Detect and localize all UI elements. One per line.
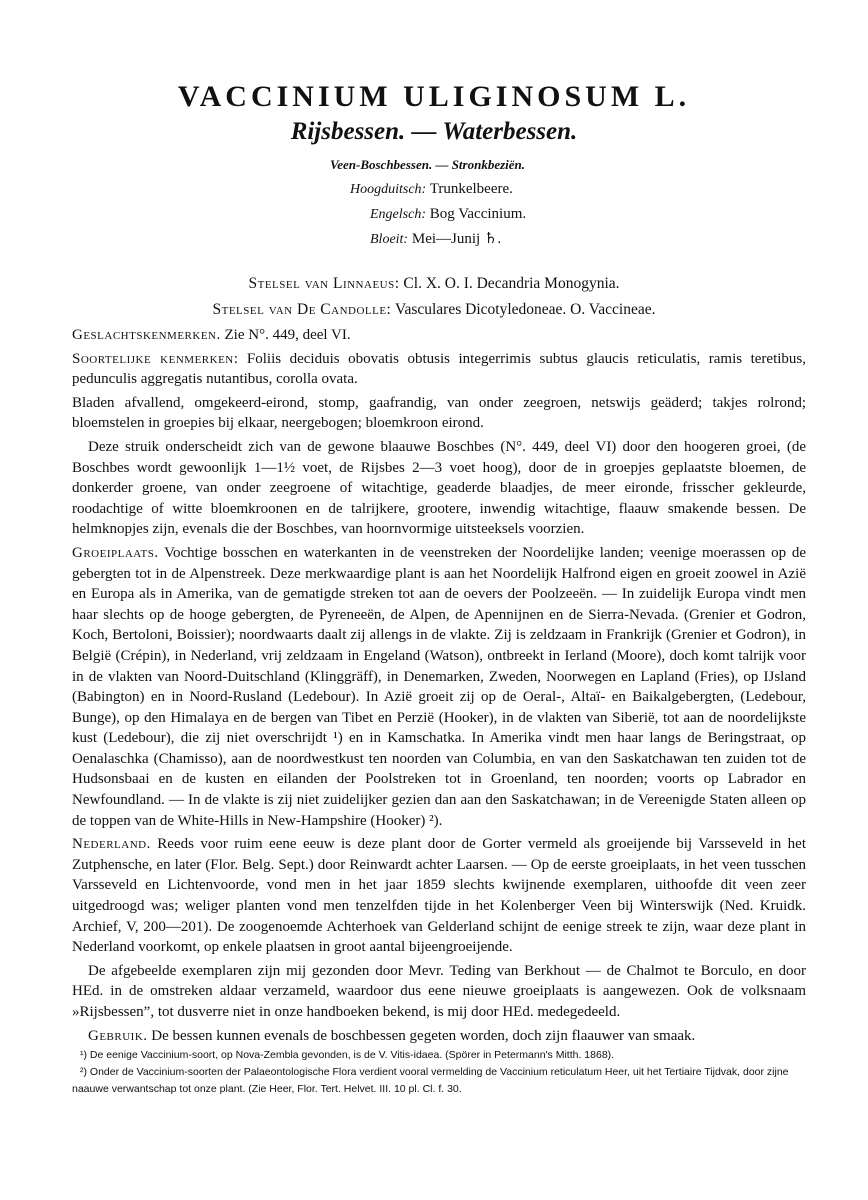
candolle-label: Stelsel van De Candolle: bbox=[212, 301, 392, 318]
geslacht-label: Geslachtskenmerken. bbox=[72, 327, 221, 343]
bloeit-value: Mei—Junij ♄. bbox=[411, 231, 502, 247]
paragraph-soort bbox=[72, 349, 806, 390]
hoogduitsch-label: Hoogduitsch: bbox=[350, 182, 427, 197]
paragraph-bladen: Bladen afvallend, omgekeerd-eirond, stomp, gaafrandig, van onder zeegroen, netswijs geäderd; takjes rolrond; bloemstelen in groepies bij elkaar, neergebogen; bloemkroon eirond. bbox=[72, 394, 806, 432]
footnote-2: ²) Onder de Vaccinium-soorten der Palaeontologische Flora verdient vooral vermelding de Vaccinium reticulatum Heer, uit het Tertiaire Tijdvak, door zijne naauwe verwantschap tot onze plant. (Zie Heer, Flor. Tert. Helvet. III. 10 pl. Cl. f. 30. bbox=[72, 1066, 789, 1095]
alt-names: Veen-Boschbessen. — Stronkbeziën. bbox=[330, 157, 526, 172]
paragraph-struik: Deze struik onderscheidt zich van de gewone blaauwe Boschbes (N°. 449, deel VI) door den hoogeren groei, (de Boschbes wordt gewoonlijk 1—1½ voet, de Rijsbes 2—3 voet hoog), door de in groepjes geplaatste bloemen, de donkerder groene, van onder zeegroene of witachtige, geaderde blaadjes, de meer eironde, frisscher gekleurde, roodachtige of witte bloemkroonen en de talrijkere, grootere, inwendig witachtige, flaauw smakende bessen. De helmknopjes zijn, evenals die der Boschbes, van hoornvormige uitsteeksels voorzien. bbox=[72, 438, 806, 538]
page-subtitle: Rijsbessen. — Waterbessen. bbox=[290, 118, 578, 145]
groeiplaats-label: Groeiplaats. bbox=[72, 544, 159, 561]
bloeit-label: Bloeit: bbox=[370, 232, 409, 247]
engelsch-value: Bog Vaccinium. bbox=[429, 206, 527, 222]
gebruik-text: De bessen kunnen evenals de boschbessen gegeten worden, doch zijn flaauwer van smaak. bbox=[151, 1027, 696, 1044]
paragraph-groeiplaats bbox=[72, 543, 806, 831]
footnotes bbox=[72, 1047, 806, 1098]
paragraph-gebruik bbox=[72, 1026, 806, 1047]
paragraph-afgebeelde: De afgebeelde exemplaren zijn mij gezonden door Mevr. Teding van Berkhout — de Chalmot te Borculo, en door HEd. in de omstreken aldaar verzameld, waardoor dus eene nieuwe groeiplaats is aangewezen. Ook de volksnaam »Rijsbessen”, tot dusverre niet in onze handboeken bekend, is mij door HEd. medegedeeld. bbox=[72, 962, 806, 1020]
candolle-value: Vasculares Dicotyledoneae. O. Vaccineae. bbox=[394, 301, 656, 318]
engelsch-line bbox=[370, 202, 868, 227]
nederland-label: Nederland. bbox=[72, 836, 151, 853]
soort-text: Foliis deciduis obovatis obtusis integerrimis subtus glaucis reticulatis, ramis teretibus, pedunculis aggregatis nutantibus, corolla ovata. bbox=[72, 350, 806, 388]
stelsel-candolle bbox=[0, 301, 868, 319]
stelsel-linnaeus bbox=[0, 275, 868, 293]
page-title: VACCINIUM ULIGINOSUM L. bbox=[177, 80, 691, 113]
hoogduitsch-line bbox=[350, 177, 868, 202]
paragraph-geslacht bbox=[72, 325, 806, 346]
nederland-text: Reeds voor ruim eene eeuw is deze plant door de Gorter vermeld als groeijende bij Varsseveld in het Zutphensche, en later (Flor. Belg. Sept.) door Reinwardt achter Laarsen. — Op de eerste groeiplaats, in het veen tusschen Varsseveld en Lichtenvoorde, vond men in het jaar 1859 slechts kwijnende exemplaren, uithoofde dit veen zeer uitgedroogd was; weliger planten vond men tenzelfden tijde in het Kolenberger Veen bij Winterswijk (Ned. Kruidk. Archief, V, 200—201). De zoogenoemde Achterhoek van Gelderland schijnt de eenige streek te zijn, waar deze plant in Nederland voorkomt, op enkele plaatsen in groot aantal bijeengroeijende. bbox=[72, 836, 807, 956]
soort-label: Soortelijke kenmerken: bbox=[72, 350, 239, 367]
geslacht-text: Zie N°. 449, deel VI. bbox=[224, 327, 351, 343]
paragraph-nederland bbox=[72, 834, 806, 958]
footnote-1: ¹) De eenige Vaccinium-soort, op Nova-Zembla gevonden, is de V. Vitis-idaea. (Spörer in Petermann's Mitth. 1868). bbox=[80, 1049, 615, 1061]
groeiplaats-text: Vochtige bosschen en waterkanten in de veenstreken der Noordelijke landen; veenige moerassen op de gebergten tot in de Alpenstreek. Deze merkwaardige plant is aan het Noordelijk Halfrond eigen en groeit zoowel in Azië en Europa als in Amerika, van de gematigde streken tot aan de oevers der Poolzeeën. — In zuidelijk Europa vindt men haar slechts op de hooge gebergten, de Pyreneeën, de Alpen, de Apennijnen en de Sierra-Nevada. (Grenier et Godron, Koch, Bertoloni, Boissier); noordwaarts daalt zij allengs in de vlakte. Zij is zeldzaam in Frankrijk (Grenier et Godron), in België (Crépin), in Nederland, vrij zeldzaam in Engeland (Watson), ontbreekt in Ierland (Moore), doch komt talrijk voor in de vlakten van Noord-Duitschland (Klinggräff), in Denemarken, Zweden, Noorwegen en Lapland (Fries), op IJsland (Babington) en in Noord-Rusland (Ledebour). In Azië groeit zij op de Oeral-, Altaï- en Baikalgebergten, (Ledebour, Bunge), op den Himalaya en de bergen van Tibet en Perzië (Hooker), in de vlakten van Siberië, tot aan de noordelijkste kust (Ledebour), die zij niet overschrijdt ¹) en in Kamschatka. In Amerika vindt men haar langs de Beringstraat, op Oenalaschka (Chamisso), aan de noordwestkust ten noorden van Columbia, en van den Saskatchawan ten zuiden tot de Hudsonsbaai en de kusten en eilanden der Poolstreken tot in Groenland, ten noorden; voorts op Labrador en Newfoundland. — In de vlakte is zij niet zuidelijker gezien dan aan den Saskatchawan; in de Vereenigde Staten alleen op de toppen van de White-Hills in New-Hampshire (Hooker) ²). bbox=[72, 544, 806, 829]
engelsch-label: Engelsch: bbox=[370, 207, 426, 222]
bloeit-line bbox=[370, 227, 868, 252]
hoogduitsch-value: Trunkelbeere. bbox=[429, 181, 513, 197]
linnaeus-value: Cl. X. O. I. Decandria Monogynia. bbox=[403, 275, 620, 292]
body-text bbox=[72, 325, 806, 1049]
gebruik-label: Gebruik. bbox=[88, 1027, 148, 1044]
linnaeus-label: Stelsel van Linnaeus: bbox=[248, 275, 400, 292]
vernacular-names bbox=[0, 153, 868, 252]
